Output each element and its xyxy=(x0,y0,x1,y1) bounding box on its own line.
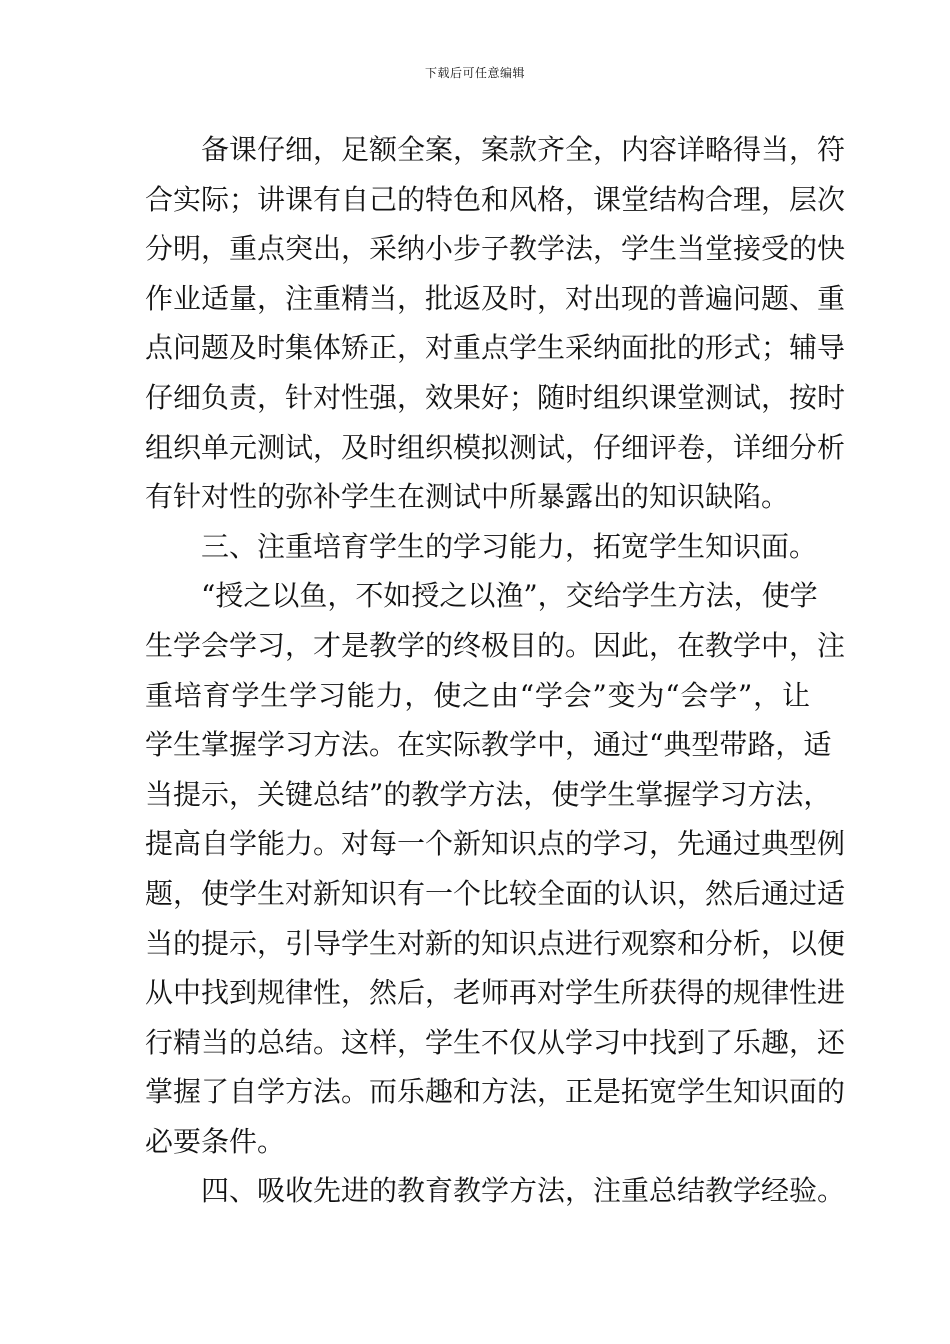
section-heading: 三、注重培育学生的学习能力，拓宽学生知识面。 xyxy=(201,529,818,563)
paragraph-line: 生学会学习，才是教学的终极目的。因此，在教学中，注 xyxy=(145,628,846,662)
paragraph-line: 必要条件。 xyxy=(145,1124,286,1158)
paragraph-line: 提高自学能力。对每一个新知识点的学习，先通过典型例 xyxy=(145,827,846,861)
paragraph-line: “授之以鱼，不如授之以渔”，交给学生方法，使学 xyxy=(201,579,818,613)
paragraph-line: 当提示，关键总结”的教学方法，使学生掌握学习方法， xyxy=(145,777,832,811)
paragraph-line: 点问题及时集体矫正，对重点学生采纳面批的形式；辅导 xyxy=(145,331,846,365)
document-body xyxy=(145,125,846,1216)
paragraph-line: 分明，重点突出，采纳小步子教学法，学生当堂接受的快 xyxy=(145,232,846,266)
section-heading: 四、吸收先进的教育教学方法，注重总结教学经验。 xyxy=(201,1174,846,1208)
paragraph-line: 学生掌握学习方法。在实际教学中，通过“典型带路，适 xyxy=(145,728,832,762)
paragraph-line: 仔细负责，针对性强，效果好；随时组织课堂测试，按时 xyxy=(145,380,846,414)
paragraph-line: 行精当的总结。这样，学生不仅从学习中找到了乐趣，还 xyxy=(145,1025,846,1059)
paragraph-line: 重培育学生学习能力，使之由“学会”变为“会学”，让 xyxy=(145,678,810,712)
paragraph-line: 从中找到规律性，然后，老师再对学生所获得的规律性进 xyxy=(145,976,846,1010)
paragraph-line: 合实际；讲课有自己的特色和风格，课堂结构合理，层次 xyxy=(145,182,846,216)
paragraph-line: 题，使学生对新知识有一个比较全面的认识，然后通过适 xyxy=(145,876,846,910)
paragraph-line: 当的提示，引导学生对新的知识点进行观察和分析，以便 xyxy=(145,926,846,960)
paragraph-line: 备课仔细，足额全案，案款齐全，内容详略得当，符 xyxy=(201,133,846,166)
paragraph-line: 组织单元测试，及时组织模拟测试，仔细评卷，详细分析 xyxy=(145,430,846,464)
page-header: 下载后可任意编辑 xyxy=(424,66,525,80)
paragraph-line: 有针对性的弥补学生在测试中所暴露出的知识缺陷。 xyxy=(145,480,790,514)
paragraph-line: 掌握了自学方法。而乐趣和方法，正是拓宽学生知识面的 xyxy=(145,1075,846,1109)
paragraph-line: 作业适量，注重精当，批返及时，对出现的普遍问题、重 xyxy=(145,281,846,315)
